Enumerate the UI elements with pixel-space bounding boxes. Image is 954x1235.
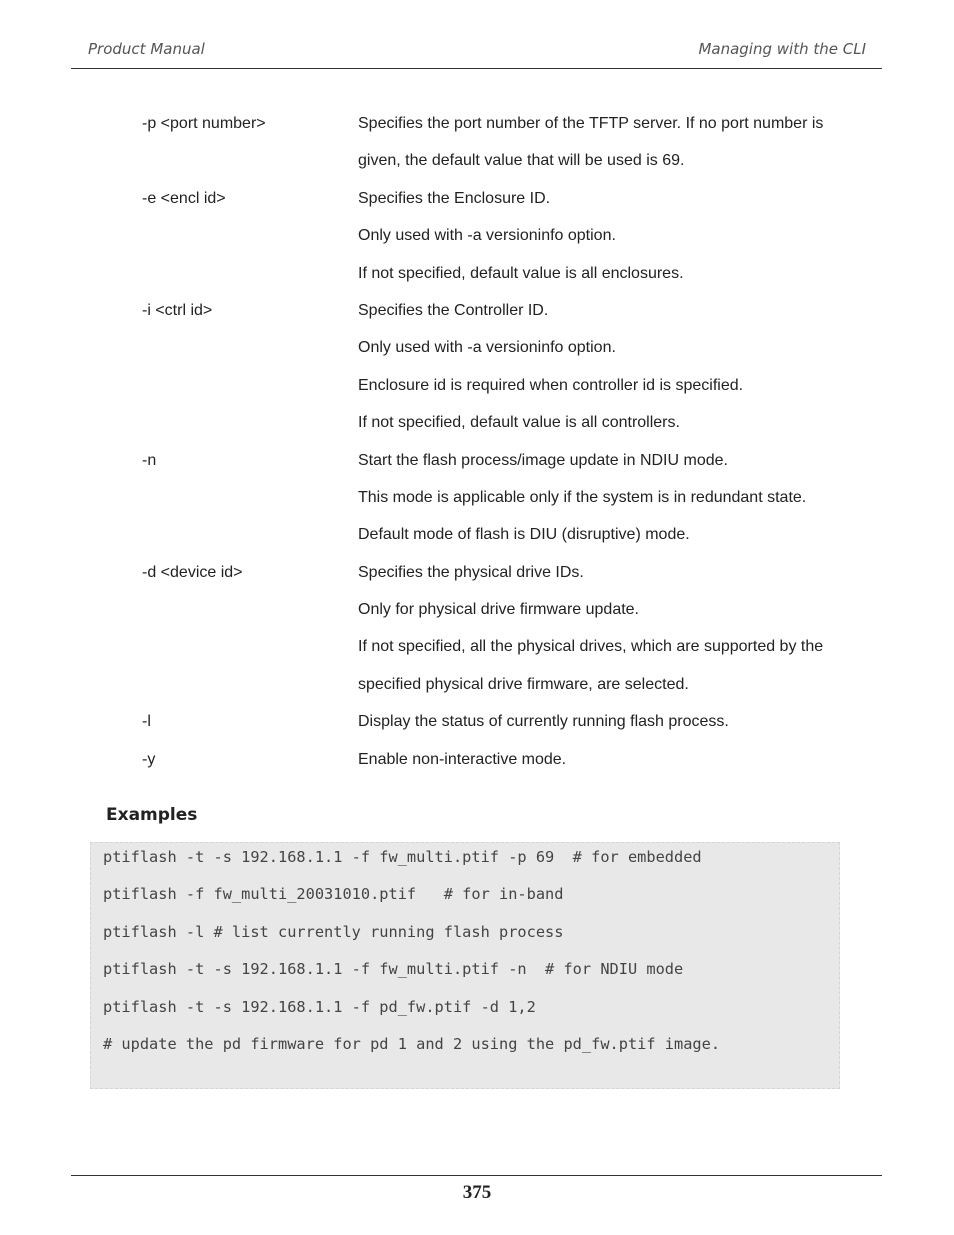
param-description: Only for physical drive firmware update.	[358, 601, 639, 619]
code-line: ptiflash -l # list currently running flash process	[103, 923, 564, 941]
param-row	[142, 292, 872, 329]
param-description: This mode is applicable only if the system is in redundant state.	[358, 488, 807, 506]
code-line: ptiflash -t -s 192.168.1.1 -f pd_fw.ptif -d 1,2	[103, 998, 536, 1016]
param-option: -i <ctrl id>	[142, 301, 213, 319]
param-description: given, the default value that will be used is 69.	[358, 152, 685, 170]
header-doc-title: Product Manual	[88, 40, 205, 58]
param-row	[142, 703, 872, 740]
param-option: -e <encl id>	[142, 189, 226, 207]
header-section-title: Managing with the CLI	[698, 40, 866, 58]
param-row	[142, 628, 872, 665]
param-description: Default mode of flash is DIU (disruptive) mode.	[358, 526, 690, 544]
param-description: specified physical drive firmware, are selected.	[358, 675, 689, 693]
param-row	[142, 142, 872, 179]
param-row	[142, 367, 872, 404]
param-description: Specifies the Enclosure ID.	[358, 189, 551, 207]
param-row	[142, 666, 872, 703]
code-line: ptiflash -t -s 192.168.1.1 -f fw_multi.ptif -p 69 # for embedded	[103, 848, 702, 866]
param-description: Display the status of currently running flash process.	[358, 713, 729, 731]
param-row	[142, 329, 872, 366]
param-row	[142, 741, 872, 778]
param-row	[142, 217, 872, 254]
param-description: If not specified, default value is all enclosures.	[358, 264, 684, 282]
page-number: 375	[462, 1182, 492, 1203]
param-option: -d <device id>	[142, 563, 243, 581]
param-description: Only used with -a versioninfo option.	[358, 227, 616, 245]
code-example-block	[90, 842, 840, 1089]
param-row	[142, 479, 872, 516]
footer-divider	[71, 1175, 882, 1176]
param-row	[142, 105, 872, 142]
parameter-list	[142, 105, 872, 778]
param-description: If not specified, default value is all controllers.	[358, 414, 680, 432]
param-description: Specifies the port number of the TFTP server. If no port number is	[358, 115, 824, 132]
code-line: # update the pd firmware for pd 1 and 2 using the pd_fw.ptif image.	[103, 1035, 721, 1053]
param-description: Enclosure id is required when controller id is specified.	[358, 376, 744, 394]
param-row	[142, 554, 872, 591]
code-line: ptiflash -t -s 192.168.1.1 -f fw_multi.ptif -n # for NDIU mode	[103, 960, 684, 978]
param-row	[142, 516, 872, 553]
header-divider	[71, 68, 882, 69]
param-option: -p <port number>	[142, 115, 266, 132]
param-description: If not specified, all the physical drives, which are supported by the	[358, 638, 824, 656]
param-option: -y	[142, 750, 156, 768]
param-option: -l	[142, 713, 151, 731]
param-description: Enable non-interactive mode.	[358, 750, 567, 768]
param-row	[142, 591, 872, 628]
param-row	[142, 180, 872, 217]
param-description: Specifies the physical drive IDs.	[358, 563, 584, 581]
param-row	[142, 442, 872, 479]
param-description: Specifies the Controller ID.	[358, 301, 549, 319]
code-line: ptiflash -f fw_multi_20031010.ptif # for in-band	[103, 885, 564, 903]
param-row	[142, 255, 872, 292]
param-description: Only used with -a versioninfo option.	[358, 339, 616, 357]
examples-heading: Examples	[106, 805, 198, 825]
param-row	[142, 404, 872, 441]
param-option: -n	[142, 451, 157, 469]
param-description: Start the flash process/image update in NDIU mode.	[358, 451, 728, 469]
